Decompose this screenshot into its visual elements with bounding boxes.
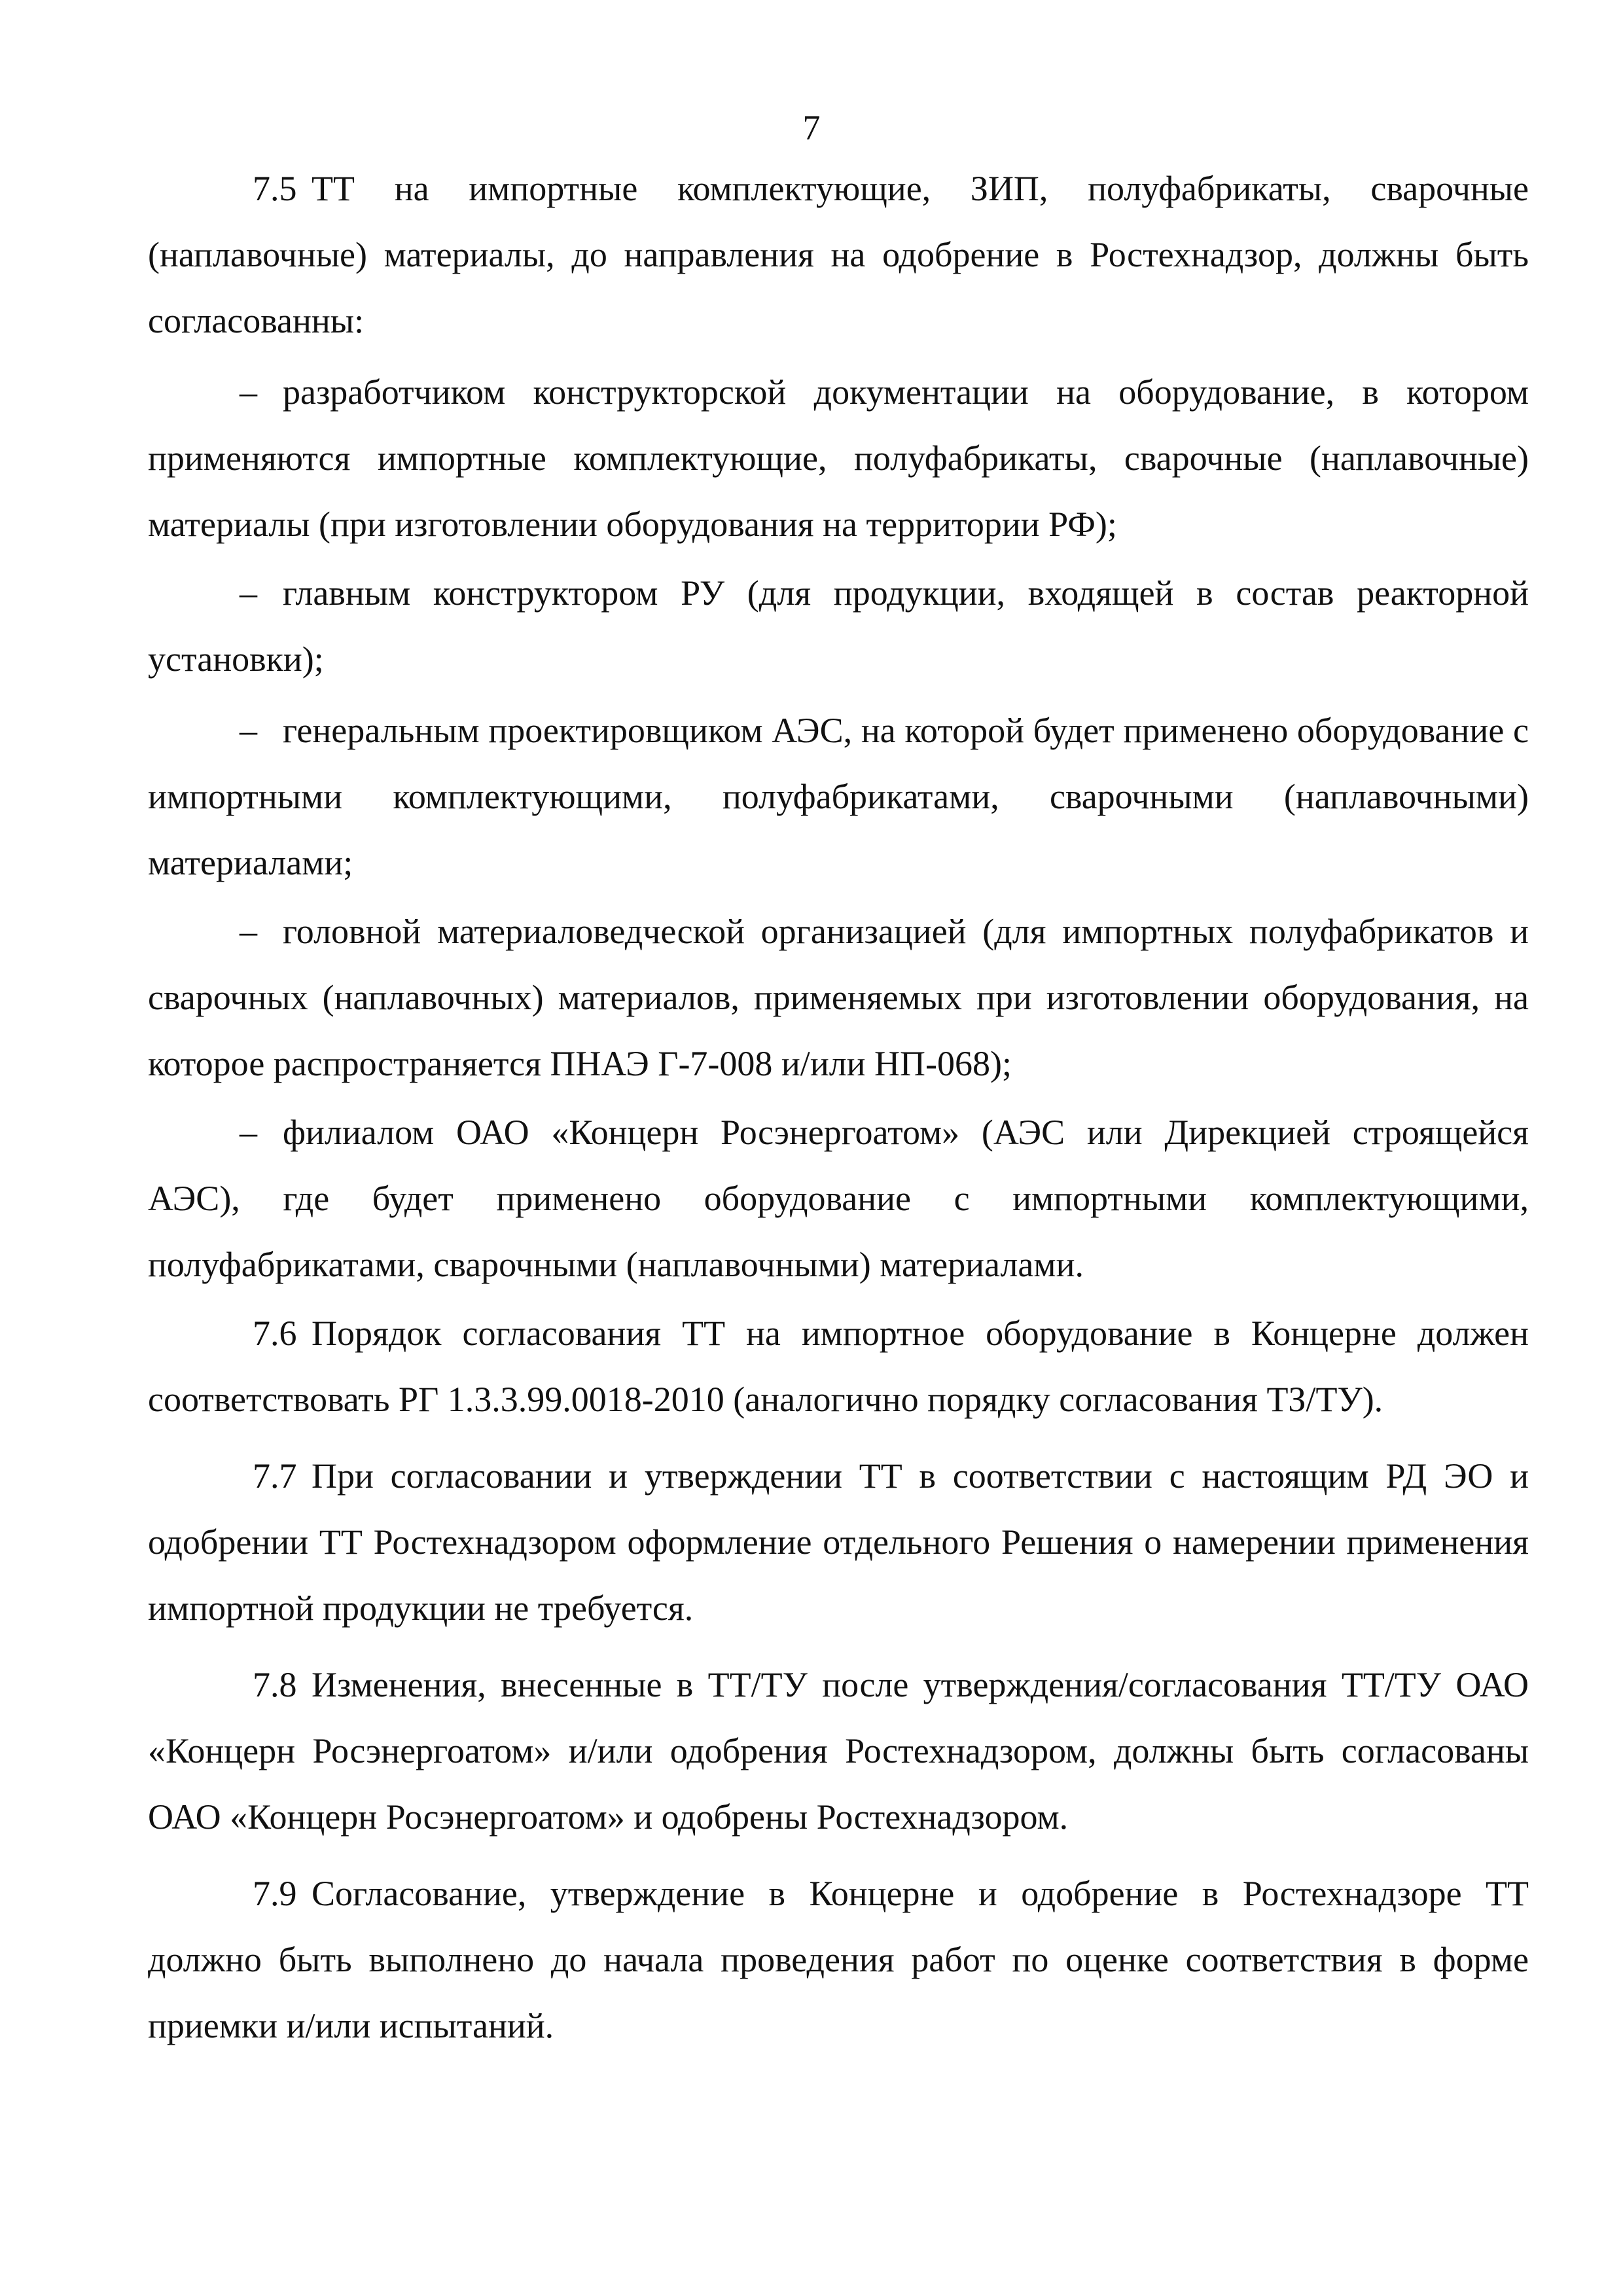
section-number: 7.8 (253, 1665, 297, 1704)
dash-marker: – (240, 1113, 257, 1152)
list-item (148, 899, 1529, 1097)
page-number: 7 (802, 108, 821, 147)
dash-marker: – (240, 912, 257, 951)
section-number: 7.7 (253, 1456, 297, 1496)
list-item-text: генеральным проектировщиком АЭС, на которой будет применено оборудование с импортными комплектующими, полуфабрикатами, сварочными (наплавочными) материалами; (148, 711, 1529, 882)
list-item-text: филиалом ОАО «Концерн Росэнергоатом» (АЭС или Дирекцией строящейся АЭС), где будет применено оборудование с импортными комплектующими, полуфабрикатами, сварочными (наплавочными) материалами. (148, 1113, 1529, 1284)
paragraph-text: Порядок согласования ТТ на импортное оборудование в Концерне должен соответствовать РГ 1.3.3.99.0018-2010 (аналогично порядку согласования ТЗ/ТУ). (148, 1314, 1529, 1419)
list-item (148, 698, 1529, 896)
section-number: 7.9 (253, 1874, 297, 1913)
paragraph-7-6 (148, 1300, 1529, 1433)
paragraph-text: При согласовании и утверждении ТТ в соответствии с настоящим РД ЭО и одобрении ТТ Ростехнадзором оформление отдельного Решения о намерении применения импортной продукции не требуется. (148, 1456, 1529, 1628)
dash-marker: – (240, 711, 257, 750)
section-number: 7.6 (253, 1314, 297, 1353)
paragraph-text: Изменения, внесенные в ТТ/ТУ после утверждения/согласования ТТ/ТУ ОАО «Концерн Росэнергоатом» и/или одобрения Ростехнадзором, должны быть согласованы ОАО «Концерн Росэнергоатом» и одобрены Ростехнадзором. (148, 1665, 1529, 1837)
paragraph-7-9 (148, 1861, 1529, 2059)
document-body (148, 156, 1529, 2059)
list-item (148, 1100, 1529, 1298)
paragraph-text: Согласование, утверждение в Концерне и одобрение в Ростехнадзоре ТТ должно быть выполнено до начала проведения работ по оценке соответствия в форме приемки и/или испытаний. (148, 1874, 1529, 2045)
section-number: 7.5 (253, 169, 297, 208)
list-item-text: главным конструктором РУ (для продукции, входящей в состав реакторной установки); (148, 573, 1529, 679)
list-item-text: разработчиком конструкторской документации на оборудование, в котором применяются импортные комплектующие, полуфабрикаты, сварочные (наплавочные) материалы (при изготовлении оборудования на территории РФ); (148, 372, 1529, 544)
paragraph-7-5 (148, 156, 1529, 354)
dash-marker: – (240, 573, 257, 613)
dash-marker: – (240, 372, 257, 412)
paragraph-7-7 (148, 1443, 1529, 1641)
paragraph-text: ТТ на импортные комплектующие, ЗИП, полуфабрикаты, сварочные (наплавочные) материалы, до направления на одобрение в Ростехнадзор, должны быть согласованны: (148, 169, 1529, 340)
list-item (148, 560, 1529, 692)
list-item (148, 359, 1529, 558)
paragraph-7-8 (148, 1652, 1529, 1850)
list-item-text: головной материаловедческой организацией (для импортных полуфабрикатов и сварочных (наплавочных) материалов, применяемых при изготовлении оборудования, на которое распространяется ПНАЭ Г-7-008 и/или НП-068); (148, 912, 1529, 1083)
